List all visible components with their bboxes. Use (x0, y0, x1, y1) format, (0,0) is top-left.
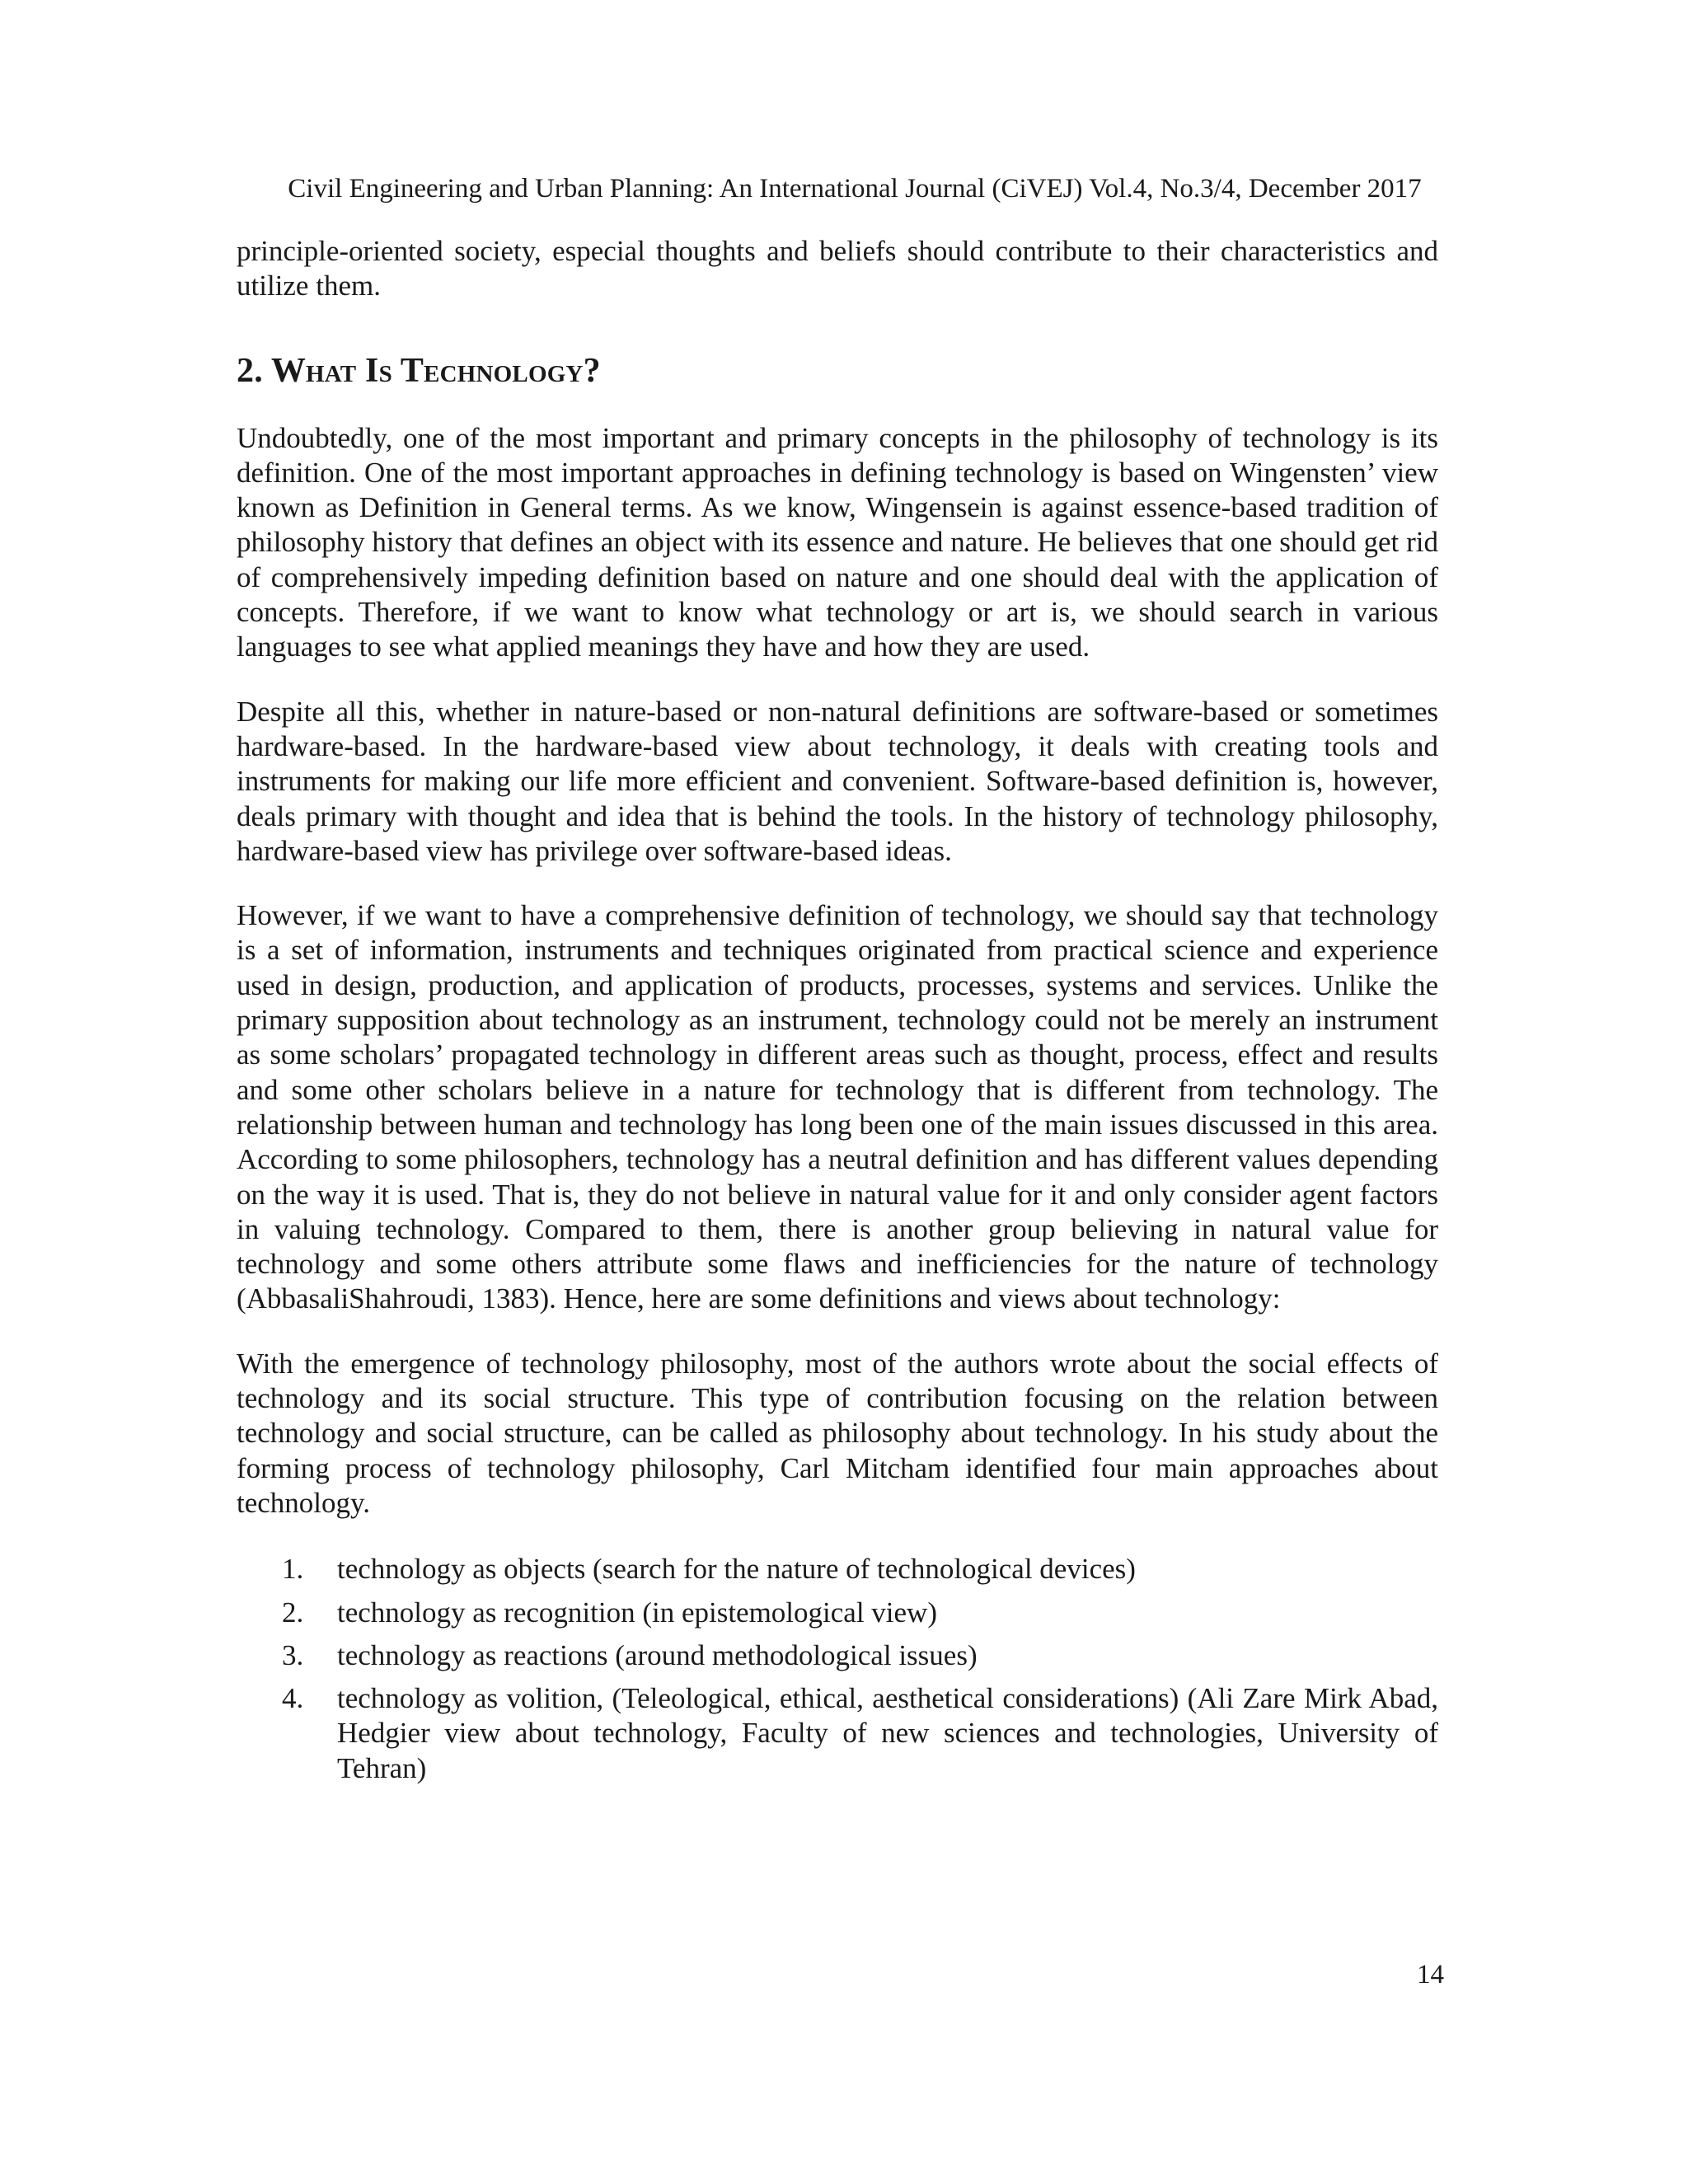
approaches-list (237, 1552, 1438, 1786)
list-item (237, 1596, 1438, 1630)
list-item-number: 3. (282, 1638, 304, 1671)
paragraph-hardware-software: Despite all this, whether in nature-based or non-natural definitions are software-based or sometimes hardware-based. In the hardware-based view about technology, it deals with creating tools and instruments for making our life more efficient and convenient. Software-based definition is, however, deals primary with thought and idea that is behind the tools. In the history of technology philosophy, hardware-based view has privilege over software-based ideas. (237, 695, 1438, 867)
paragraph-comprehensive-definition: However, if we want to have a comprehensive definition of technology, we should say that technology is a set of information, instruments and techniques originated from practical science and experience used in design, production, and application of products, processes, systems and services. Unlike the primary supposition about technology as an instrument, technology could not be merely an instrument as some scholars’ propagated technology in different areas such as thought, process, effect and results and some other scholars believe in a nature for technology that is different from technology. The relationship between human and technology has long been one of the main issues discussed in this area. According to some philosophers, technology has a neutral definition and has different values depending on the way it is used. That is, they do not believe in natural value for it and only consider agent factors in valuing technology. Compared to them, there is another group believing in natural value for technology and some others attribute some flaws and inefficiencies for the nature of technology (AbbasaliShahroudi, 1383). Hence, here are some definitions and views about technology: (237, 899, 1438, 1315)
paragraph-mitcham-approaches: With the emergence of technology philosophy, most of the authors wrote about the social effects of technology and its social structure. This type of contribution focusing on the relation between technology and social structure, can be called as philosophy about technology. In his study about the forming process of technology philosophy, Carl Mitcham identified four main approaches about technology. (237, 1347, 1438, 1519)
continuation-paragraph: principle-oriented society, especial thoughts and beliefs should contribute to their characteristics and utilize them. (237, 235, 1438, 302)
list-item-text: technology as reactions (around methodological issues) (337, 1638, 978, 1671)
list-item-text: technology as volition, (Teleological, ethical, aesthetical considerations) (Ali Zare Mirk Abad, Hedgier view about technology, Faculty of new sciences and technologies, University of Tehran) (337, 1682, 1438, 1784)
page-content (237, 234, 1438, 1794)
list-item-text: technology as recognition (in epistemological view) (337, 1596, 937, 1629)
running-header: Civil Engineering and Urban Planning: An International Journal (CiVEJ) Vol.4, No.3/4, December 2017 (288, 174, 1422, 204)
list-item-text: technology as objects (search for the nature of technological devices) (337, 1553, 1136, 1586)
page-number: 14 (1417, 1960, 1444, 1990)
list-item (237, 1681, 1438, 1786)
section-title: 2. What Is Technology? (237, 351, 601, 390)
list-item-number: 1. (282, 1553, 304, 1586)
list-item (237, 1638, 1438, 1673)
paragraph-definition: Undoubtedly, one of the most important and primary concepts in the philosophy of technology is its definition. One of the most important approaches in defining technology is based on Wingensten’ view known as Definition in General terms. As we know, Wingensein is against essence-based tradition of philosophy history that defines an object with its essence and nature. He believes that one should get rid of comprehensively impeding definition based on nature and one should deal with the application of concepts. Therefore, if we want to know what technology or art is, we should search in various languages to see what applied meanings they have and how they are used. (237, 421, 1438, 663)
list-item (237, 1552, 1438, 1586)
list-item-number: 4. (282, 1682, 304, 1715)
list-item-number: 2. (282, 1596, 304, 1629)
